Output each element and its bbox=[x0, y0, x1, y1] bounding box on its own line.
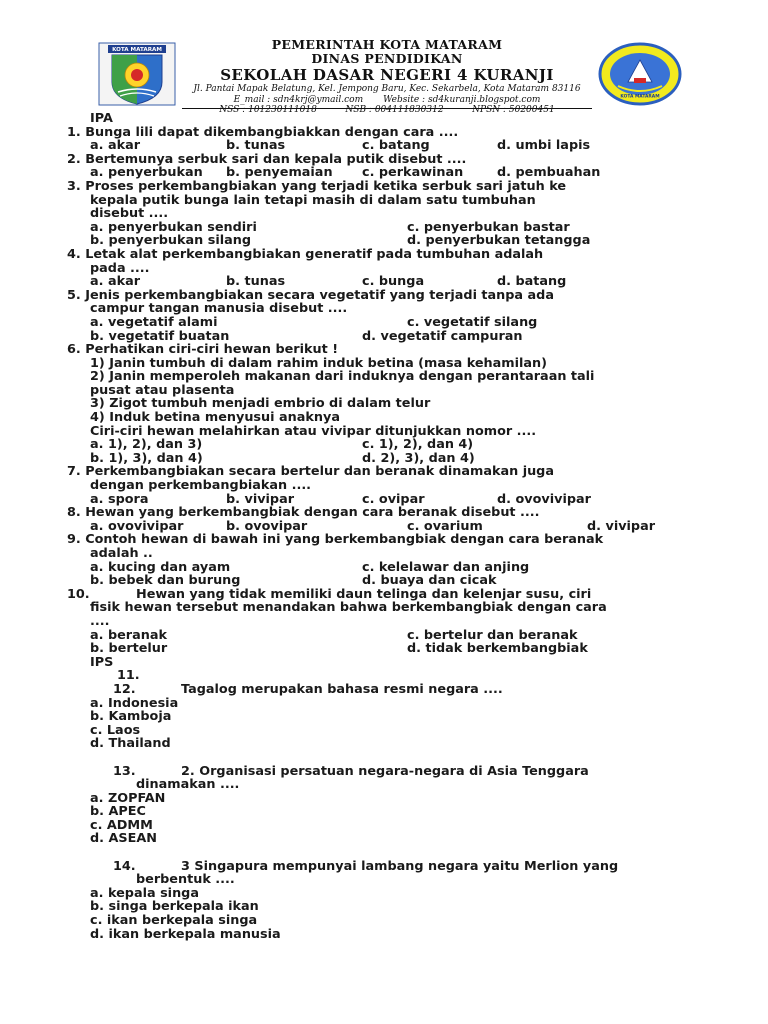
text-cell: pusat atau plasenta bbox=[90, 382, 235, 398]
text-cell: c. ovarium bbox=[407, 518, 483, 534]
text-cell: c. vegetatif silang bbox=[407, 314, 538, 330]
text-cell: Hewan yang tidak memiliki daun telinga dan kelenjar susu, ciri bbox=[136, 586, 592, 602]
text-cell: kepala putik bunga lain tetapi masih di dalam satu tumbuhan bbox=[90, 192, 536, 208]
text-cell: c. ikan berkepala singa bbox=[90, 913, 258, 929]
text-cell: d. umbi lapis bbox=[497, 138, 591, 154]
text-cell: a. beranak bbox=[90, 627, 167, 643]
text-line bbox=[0, 860, 768, 874]
text-cell: b. penyerbukan silang bbox=[90, 233, 252, 249]
text-line bbox=[0, 384, 768, 398]
text-cell: c. bertelur dan beranak bbox=[407, 627, 578, 643]
text-cell: disebut .... bbox=[90, 206, 169, 222]
text-line bbox=[0, 234, 768, 248]
text-cell: 2. Organisasi persatuan negara-negara di Asia Tenggara bbox=[181, 763, 589, 779]
text-cell: b. singa berkepala ikan bbox=[90, 899, 259, 915]
text-cell: d. ikan berkepala manusia bbox=[90, 926, 281, 942]
text-cell: 5. Jenis perkembangbiakan secara vegetatif yang terjadi tanpa ada bbox=[67, 287, 554, 303]
text-cell: 7. Perkembangbiakan secara bertelur dan beranak dinamakan juga bbox=[67, 464, 554, 480]
text-line bbox=[0, 248, 768, 262]
text-cell: pada .... bbox=[90, 260, 150, 276]
text-line bbox=[0, 656, 768, 670]
text-cell: 3) Zigot tumbuh menjadi embrio di dalam telur bbox=[90, 396, 431, 412]
text-line bbox=[0, 873, 768, 887]
text-cell: berbentuk .... bbox=[136, 872, 235, 888]
text-cell: c. bunga bbox=[362, 274, 425, 290]
text-cell: adalah .. bbox=[90, 546, 153, 561]
text-line bbox=[0, 697, 768, 711]
text-line bbox=[0, 330, 768, 344]
text-cell: Ciri-ciri hewan melahirkan atau vivipar ditunjukkan nomor .... bbox=[90, 423, 537, 439]
text-line bbox=[0, 765, 768, 779]
text-line bbox=[0, 207, 768, 221]
government-name: PEMERINTAH KOTA MATARAM bbox=[271, 37, 503, 52]
text-cell: d. Thailand bbox=[90, 736, 171, 752]
text-line bbox=[0, 642, 768, 656]
text-cell: d. 2), 3), dan 4) bbox=[362, 450, 475, 466]
text-cell: d. ASEAN bbox=[90, 831, 157, 847]
text-cell: 14. bbox=[113, 858, 136, 874]
text-cell: c. 1), 2), dan 4) bbox=[362, 437, 474, 453]
text-line bbox=[0, 778, 768, 792]
text-line bbox=[0, 493, 768, 507]
text-line bbox=[0, 479, 768, 493]
text-cell: 13. bbox=[113, 763, 136, 779]
school-address: Jl. Pantai Mapak Belatung, Kel. Jempong Baru, Kec. Sekarbela, Kota Mataram 83116 bbox=[193, 84, 581, 94]
school-email: E_mail : sdn4krj@ymail.com bbox=[233, 94, 364, 105]
text-cell: 12. bbox=[113, 681, 136, 697]
text-line bbox=[0, 737, 768, 751]
school-name: SEKOLAH DASAR NEGERI 4 KURANJI bbox=[220, 66, 554, 84]
text-cell: a. akar bbox=[90, 274, 141, 290]
text-cell: d. buaya dan cicak bbox=[362, 573, 497, 589]
text-line bbox=[0, 520, 768, 534]
text-line bbox=[0, 126, 768, 140]
text-cell: b. APEC bbox=[90, 804, 146, 820]
text-line bbox=[0, 629, 768, 643]
text-line bbox=[0, 574, 768, 588]
text-line bbox=[0, 180, 768, 194]
text-cell: b. vegetatif buatan bbox=[90, 328, 230, 344]
text-cell: b. vivipar bbox=[226, 491, 295, 507]
text-cell: 3 Singapura mempunyai lambang negara yaitu Merlion yang bbox=[181, 858, 619, 874]
text-cell: c. penyerbukan bastar bbox=[407, 219, 570, 235]
text-cell: a. ZOPFAN bbox=[90, 790, 166, 806]
text-cell: c. kelelawar dan anjing bbox=[362, 559, 530, 575]
text-cell: 2) Janin memperoleh makanan dari induknya dengan perantaraan tali bbox=[90, 369, 595, 385]
text-cell: c. Laos bbox=[90, 722, 141, 738]
text-line bbox=[0, 506, 768, 520]
text-cell: fisik hewan tersebut menandakan bahwa berkembangbiak dengan cara bbox=[90, 600, 607, 616]
text-line bbox=[0, 343, 768, 357]
text-line bbox=[0, 805, 768, 819]
text-cell: d. pembuahan bbox=[497, 165, 601, 181]
text-cell: 10. bbox=[67, 586, 90, 602]
text-line bbox=[0, 425, 768, 439]
text-line bbox=[0, 533, 768, 547]
logo-right-label: KOTA MATARAM bbox=[620, 94, 660, 100]
text-line bbox=[0, 561, 768, 575]
text-line bbox=[0, 194, 768, 208]
blank-line bbox=[0, 846, 768, 860]
text-cell: a. ovovivipar bbox=[90, 518, 184, 534]
text-cell: c. ADMM bbox=[90, 817, 153, 833]
text-cell: a. spora bbox=[90, 491, 149, 507]
text-cell: a. kucing dan ayam bbox=[90, 559, 231, 575]
text-cell: d. ovovivipar bbox=[497, 491, 591, 507]
text-cell: 2. Bertemunya serbuk sari dan kepala putik disebut .... bbox=[67, 151, 467, 167]
text-line bbox=[0, 397, 768, 411]
text-line bbox=[0, 370, 768, 384]
text-line bbox=[0, 887, 768, 901]
text-cell: a. penyerbukan bbox=[90, 165, 203, 181]
letterhead bbox=[90, 37, 690, 115]
text-cell: d. vivipar bbox=[587, 518, 656, 534]
text-cell: campur tangan manusia disebut .... bbox=[90, 301, 348, 317]
text-cell: c. ovipar bbox=[362, 491, 425, 507]
text-line bbox=[0, 928, 768, 942]
text-line bbox=[0, 588, 768, 602]
department-name: DINAS PENDIDIKAN bbox=[311, 51, 463, 66]
text-line bbox=[0, 724, 768, 738]
text-line bbox=[0, 832, 768, 846]
text-cell: b. ovovipar bbox=[226, 518, 308, 534]
text-cell: d. batang bbox=[497, 274, 567, 290]
text-cell: a. penyerbukan sendiri bbox=[90, 219, 257, 235]
text-cell: c. batang bbox=[362, 138, 430, 154]
exam-content bbox=[0, 112, 768, 941]
text-cell: a. akar bbox=[90, 138, 141, 154]
text-cell: b. penyemaian bbox=[226, 165, 333, 181]
logo-left-label: KOTA MATARAM bbox=[112, 47, 162, 54]
text-cell: b. bertelur bbox=[90, 641, 168, 657]
text-cell: b. 1), 3), dan 4) bbox=[90, 450, 203, 466]
text-cell: b. bebek dan burung bbox=[90, 573, 241, 589]
kota-mataram-logo bbox=[98, 42, 176, 106]
school-emblem-logo bbox=[598, 42, 682, 106]
text-line bbox=[0, 669, 768, 683]
text-line bbox=[0, 601, 768, 615]
text-cell: d. tidak berkembangbiak bbox=[407, 641, 588, 657]
text-cell: a. kepala singa bbox=[90, 885, 199, 901]
text-cell: dengan perkembangbiakan .... bbox=[90, 478, 312, 494]
text-line bbox=[0, 465, 768, 479]
blank-line bbox=[0, 751, 768, 765]
text-line bbox=[0, 710, 768, 724]
text-line bbox=[0, 275, 768, 289]
text-cell: 6. Perhatikan ciri-ciri hewan berikut ! bbox=[67, 342, 339, 358]
school-website: Website : sd4kuranji.blogspot.com bbox=[383, 94, 541, 105]
text-cell: 11. bbox=[117, 668, 140, 684]
text-line bbox=[0, 900, 768, 914]
text-line bbox=[0, 914, 768, 928]
school-nss: NSS : 101230111018 bbox=[219, 105, 317, 115]
text-cell: b. tunas bbox=[226, 274, 286, 290]
text-line bbox=[0, 262, 768, 276]
text-line bbox=[0, 819, 768, 833]
text-cell: a. vegetatif alami bbox=[90, 314, 218, 330]
text-line bbox=[0, 615, 768, 629]
text-cell: 4) Induk betina menyusui anaknya bbox=[90, 410, 340, 426]
text-cell: a. 1), 2), dan 3) bbox=[90, 437, 203, 453]
text-cell: IPS bbox=[90, 654, 114, 670]
text-cell: 9. Contoh hewan di bawah ini yang berkembangbiak dengan cara beranak bbox=[67, 532, 604, 548]
text-cell: a. Indonesia bbox=[90, 695, 179, 711]
text-line bbox=[0, 438, 768, 452]
text-cell: 1) Janin tumbuh di dalam rahim induk betina (masa kehamilan) bbox=[90, 355, 548, 371]
text-cell: 8. Hewan yang berkembangbiak dengan cara beranak disebut .... bbox=[67, 505, 540, 521]
text-line bbox=[0, 221, 768, 235]
text-cell: 4. Letak alat perkembangbiakan generatif pada tumbuhan adalah bbox=[67, 246, 544, 262]
text-line bbox=[0, 289, 768, 303]
text-cell: IPA bbox=[90, 111, 113, 126]
text-line bbox=[0, 683, 768, 697]
text-cell: b. Kamboja bbox=[90, 709, 172, 725]
letterhead-text bbox=[182, 38, 592, 116]
contact-line bbox=[182, 95, 592, 106]
school-nsb: NSB : 004111830312 bbox=[345, 105, 444, 115]
text-cell: Tagalog merupakan bahasa resmi negara .... bbox=[181, 681, 503, 697]
text-cell: 1. Bunga lili dapat dikembangbiakkan dengan cara .... bbox=[67, 124, 459, 140]
text-cell: d. penyerbukan tetangga bbox=[407, 233, 591, 249]
text-cell: c. perkawinan bbox=[362, 165, 464, 181]
text-cell: dinamakan .... bbox=[136, 777, 240, 793]
text-line bbox=[0, 411, 768, 425]
text-line bbox=[0, 452, 768, 466]
text-cell: .... bbox=[90, 613, 110, 629]
letterhead-rule bbox=[182, 108, 592, 109]
text-cell: b. tunas bbox=[226, 138, 286, 154]
text-cell: d. vegetatif campuran bbox=[362, 328, 523, 344]
text-line bbox=[0, 316, 768, 330]
text-line bbox=[0, 547, 768, 561]
text-cell: 3. Proses perkembangbiakan yang terjadi ketika serbuk sari jatuh ke bbox=[67, 178, 567, 194]
text-line bbox=[0, 792, 768, 806]
text-line bbox=[0, 112, 768, 126]
text-line bbox=[0, 357, 768, 371]
text-line bbox=[0, 166, 768, 180]
text-line bbox=[0, 302, 768, 316]
text-line bbox=[0, 139, 768, 153]
text-line bbox=[0, 153, 768, 167]
school-npsn: NPSN : 50200451 bbox=[472, 105, 555, 115]
